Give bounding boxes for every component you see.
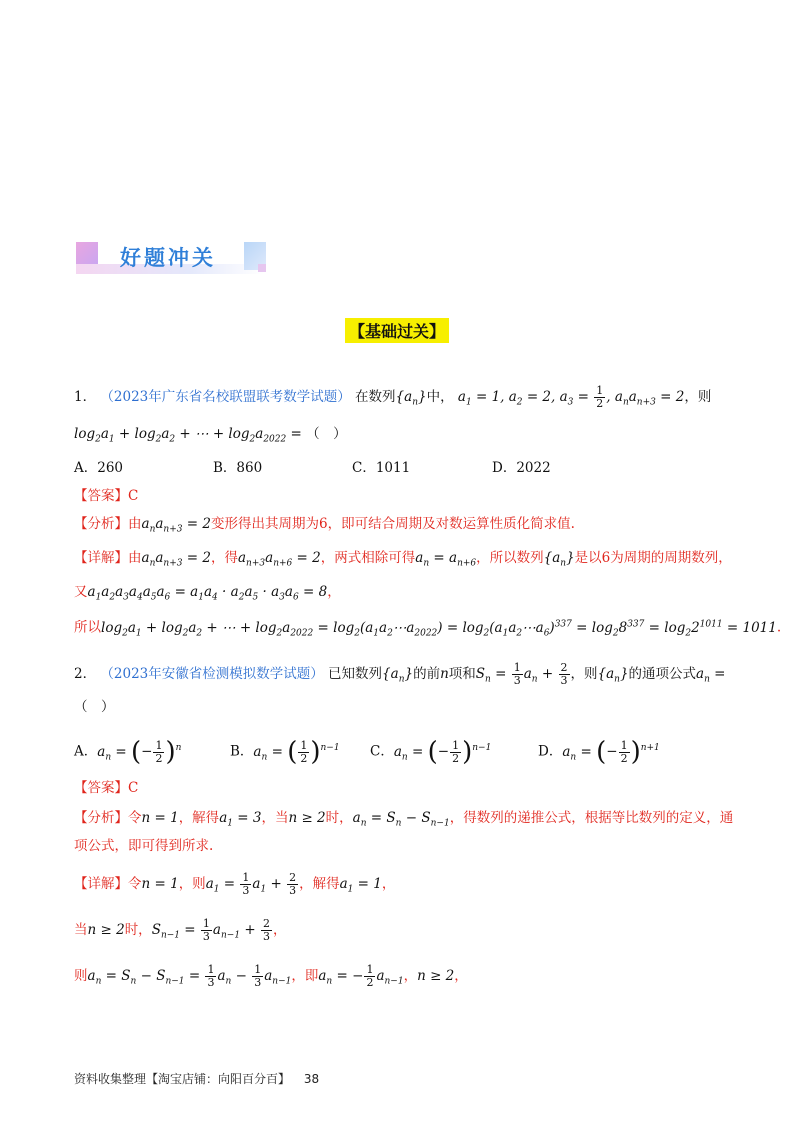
q1-detail-text: 是以6为周期的周期数列，: [574, 550, 732, 566]
q2-detail-text: 时，: [124, 922, 152, 938]
q2-detail-text: ，即: [291, 968, 319, 984]
q2-analysis-text: ，解得: [178, 810, 220, 826]
q2-stem: 2． （2023年安徽省检测模拟数学试题） 已知数列$\{a_n\}$的前n项和$S_n$ = $\frac{1}{3}$ $a_n$ + $\frac{2}{3}$ ，则$\{a_n\}$的通项公式$a_n$ =: [74, 661, 726, 687]
q1-detail-text: 由: [128, 550, 142, 566]
q2-detail-text: ，: [381, 876, 396, 892]
q1-stem: 1． （2023年广东省名校联盟联考数学试题） 在数列$\{a_n\}$中， $a_1 = 1$, $a_2 = 2$, $a_3$ = $\frac{1}{2}$ , $a_na_{n+3} = 2$，则: [74, 384, 712, 410]
q2-analysis-tag: 【分析】: [74, 810, 128, 826]
q2-detail-2: 当n ≥ 2时，$S_{n-1}$ = $\frac{1}{3}$ $a_{n-1}$ + $\frac{2}{3}$ ，: [74, 917, 287, 943]
page-footer: [74, 1070, 319, 1087]
q1-option-c: C．1011: [352, 460, 411, 476]
q1-detail-text: 所以: [74, 619, 101, 636]
q2-option-label: C．: [370, 743, 394, 760]
section-banner: [76, 240, 272, 276]
page-number: 38: [303, 1072, 320, 1086]
q2-stem-text: ，则: [570, 666, 598, 682]
q1-option-a: A．260: [74, 460, 124, 476]
q1-stem-text: 在数列: [355, 389, 396, 405]
q1-answer-tag: 【答案】: [74, 488, 128, 504]
q1-option-b: B．860: [213, 460, 263, 476]
q2-detail-text: 则: [74, 968, 88, 984]
q2-analysis-text: 令: [128, 810, 142, 826]
section-heading: 【基础过关】: [345, 318, 449, 343]
q2-option-label: A．: [74, 743, 98, 760]
q1-analysis-text: 由: [128, 516, 142, 532]
q2-analysis-1: 【分析】令n = 1，解得$a_1 = 3$，当n ≥ 2时，$a_n = S_n - S_{n-1}$，得数列的递推公式，根据等比数列的定义，通: [74, 810, 734, 829]
q1-answer: [74, 486, 138, 506]
q1-expression: $\log_2a_1 + \log_2a_2$ + ⋯ + $\log_2a_{2022}$ = （ ）: [74, 426, 347, 445]
q2-answer-tag: 【答案】: [74, 780, 128, 796]
q2-stem-text: 已知数列: [328, 666, 383, 682]
q2-option-label: B．: [230, 743, 254, 760]
q1-detail-text: ，得: [210, 550, 238, 566]
q2-detail-text: 当: [74, 922, 88, 938]
q1-analysis-tag: 【分析】: [74, 516, 128, 532]
q2-option-d: D．$a_n$ = (− $\frac{1}{2}$ )$^{n+1}$: [538, 737, 660, 767]
q2-detail-1: 【详解】令n = 1，则$a_1$ = $\frac{1}{3}$ $a_1$ + $\frac{2}{3}$ ，解得$a_1 = 1$，: [74, 871, 396, 897]
q2-analysis-2: 项公式，即可得到所求.: [74, 838, 214, 854]
q1-detail-3: 所以$\log_2a_1 + \log_2a_2$ + ⋯ + $\log_2a_{2022}$ = $\log_2(a_1a_2\cdots a_{2022})$ = $\log_2(a_1a_2\cdots a_6)^{337} = \log_28^{337} = \log_22^{1011} = 1011$.: [74, 619, 782, 639]
q2-number: 2．: [74, 666, 97, 682]
q1-analysis-text: 变形得出其周期为6，即可结合周期及对数运算性质化简求值.: [210, 516, 575, 532]
q2-detail-text: ，: [454, 968, 468, 984]
q2-blank: （ ）: [74, 699, 115, 715]
q2-detail-text: ，解得: [299, 876, 340, 892]
q2-source: （2023年安徽省检测模拟数学试题）: [100, 666, 324, 682]
banner-decor-square-small: [258, 264, 266, 272]
q1-detail-1: 【详解】由$a_na_{n+3} = 2$，得$a_{n+3}a_{n+6} = 2$，两式相除可得$a_n = a_{n+6}$，所以数列$\{a_n\}$是以6为周期的周期数列，: [74, 550, 732, 569]
footer-text: 资料收集整理【淘宝店铺：向阳百分百】: [74, 1072, 291, 1086]
q1-option-d: D．2022: [492, 460, 551, 476]
banner-title: 好题冲关: [120, 246, 216, 270]
q2-detail-3: 则$a_n = S_n - S_{n-1}$ = $\frac{1}{3}$ $a_n$ − $\frac{1}{3}$ $a_{n-1}$，即$a_n$ = − $\frac{1}{2}$ $a_{n-1}$，n ≥ 2，: [74, 963, 468, 989]
q1-number: 1．: [74, 389, 97, 405]
q1-stem-text: 中，: [426, 389, 454, 405]
q2-detail-text: 令: [128, 876, 142, 892]
q2-analysis-text: ，当: [261, 810, 289, 826]
q1-source: （2023年广东省名校联盟联考数学试题）: [100, 389, 351, 405]
q2-detail-tag: 【详解】: [74, 876, 128, 892]
q2-analysis-text: ，得数列的递推公式，根据等比数列的定义，通: [449, 810, 734, 826]
q2-answer: [74, 778, 138, 798]
q1-detail-text: ，两式相除可得: [320, 550, 416, 566]
q1-detail-text: 又: [74, 584, 88, 600]
q2-answer-value: C: [128, 780, 139, 796]
q1-blank: （ ）: [306, 426, 347, 442]
q1-detail-text: .: [776, 619, 782, 636]
q2-stem-text: 的前: [413, 666, 441, 682]
q2-option-a: A．$a_n$ = (− $\frac{1}{2}$ )$^n$: [74, 737, 182, 767]
q1-detail-text: ，所以数列: [476, 550, 544, 566]
q2-stem-text: 项和: [448, 666, 476, 682]
q2-detail-text: ，: [403, 968, 418, 984]
q2-analysis-text: 时，: [325, 810, 353, 826]
q1-detail-2: 又$a_1a_2a_3a_4a_5a_6 = a_1a_4 \cdot a_2a_5 \cdot a_3a_6 = 8$，: [74, 584, 341, 603]
q2-detail-text: ，则: [178, 876, 206, 892]
q2-option-b: B．$a_n$ = ( $\frac{1}{2}$ )$^{n-1}$: [230, 737, 340, 767]
q2-detail-text: ，: [272, 922, 287, 938]
q1-detail-tag: 【详解】: [74, 550, 128, 566]
q1-stem-text: ，则: [684, 389, 712, 405]
q1-detail-text: ，: [327, 584, 341, 600]
q1-analysis: 【分析】由$a_na_{n+3} = 2$变形得出其周期为6，即可结合周期及对数运算性质化简求值.: [74, 516, 575, 535]
q2-option-c: C．$a_n$ = (− $\frac{1}{2}$ )$^{n-1}$: [370, 737, 492, 767]
q1-answer-value: C: [128, 488, 139, 504]
q2-option-label: D．: [538, 743, 563, 760]
q2-stem-text: 的通项公式: [628, 666, 697, 682]
